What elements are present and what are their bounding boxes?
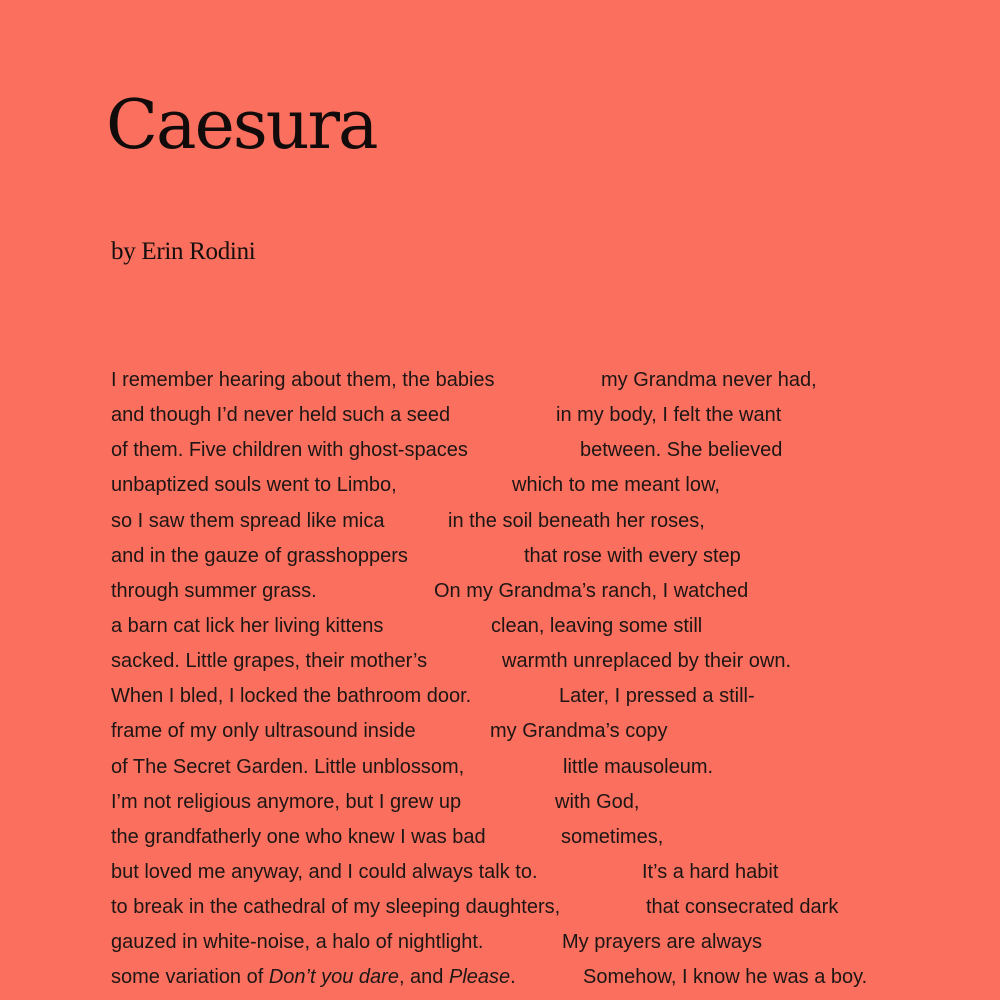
- poem-line: [111, 433, 991, 468]
- poem-line-first-half: through summer grass.: [111, 579, 317, 602]
- poem-line: [111, 960, 991, 995]
- poem-line-second-half: in the soil beneath her roses,: [448, 509, 705, 532]
- poem-line-first-half: frame of my only ultrasound inside: [111, 720, 416, 743]
- poem-line-first-half: and though I’d never held such a seed: [111, 404, 451, 427]
- poem-line-first-half: When I bled, I locked the bathroom door.: [111, 685, 472, 708]
- poem-text-run: , and: [398, 966, 449, 989]
- poem-body: [111, 363, 991, 996]
- poem-line-first-half: the grandfatherly one who knew I was bad: [111, 825, 486, 848]
- poem-line: [111, 504, 991, 539]
- poem-line-first-half: sacked. Little grapes, their mother’s: [111, 650, 428, 673]
- poem-text-run-italic: Please: [448, 966, 511, 989]
- poem-line-first-half: unbaptized souls went to Limbo,: [111, 474, 397, 497]
- poem-line: [111, 539, 991, 574]
- poem-line-second-half: which to me meant low,: [512, 474, 720, 497]
- poem-line-second-half: with God,: [555, 790, 640, 813]
- poem-line-first-half: so I saw them spread like mica: [111, 509, 385, 532]
- poem-line-second-half: It’s a hard habit: [642, 860, 779, 883]
- poem-line-second-half: On my Grandma’s ranch, I watched: [434, 579, 749, 602]
- poem-line-second-half: sometimes,: [561, 825, 664, 848]
- poem-line-first-half: but loved me anyway, and I could always talk to.: [111, 860, 538, 883]
- poem-line-first-half: to break in the cathedral of my sleeping daughters,: [111, 896, 561, 919]
- poem-line: [111, 820, 991, 855]
- poem-line-first-half: a barn cat lick her living kittens: [111, 614, 384, 637]
- poem-line-second-half: in my body, I felt the want: [556, 404, 782, 427]
- poem-text-run: .: [510, 966, 516, 989]
- poem-text-run: some variation of: [111, 966, 269, 989]
- poem-line: [111, 750, 991, 785]
- poem-line: [111, 855, 991, 890]
- poem-line: [111, 890, 991, 925]
- poem-line-second-half: my Grandma never had,: [601, 369, 817, 391]
- poem-title: Caesura: [106, 86, 377, 165]
- poem-line: [111, 644, 991, 679]
- poem-line: [111, 609, 991, 644]
- poem-line: [111, 363, 991, 398]
- poem-line: [111, 925, 991, 960]
- poem-line-second-half: that consecrated dark: [646, 896, 839, 919]
- poem-text-run-italic: Don’t you dare: [268, 966, 399, 989]
- poem-line: [111, 785, 991, 820]
- poem-line: [111, 398, 991, 433]
- poem-line-second-half: little mausoleum.: [563, 755, 714, 778]
- poem-line-first-half: and in the gauze of grasshoppers: [111, 544, 408, 567]
- poem-line-second-half: Somehow, I know he was a boy.: [583, 966, 868, 989]
- poem-line-second-half: clean, leaving some still: [491, 614, 703, 637]
- poem-line-second-half: warmth unreplaced by their own.: [502, 650, 792, 673]
- poem-line: [111, 468, 991, 503]
- poem-line-first-half: of them. Five children with ghost-spaces: [111, 439, 468, 462]
- poem-line-second-half: between. She believed: [580, 439, 783, 462]
- poem-line-second-half: that rose with every step: [524, 544, 741, 567]
- poem-line-first-half: of The Secret Garden. Little unblossom,: [111, 755, 465, 778]
- poem-line: [111, 574, 991, 609]
- poem-line-first-half: I’m not religious anymore, but I grew up: [111, 790, 462, 813]
- poem-line-second-half: My prayers are always: [562, 931, 763, 954]
- poem-line-second-half: my Grandma’s copy: [490, 720, 668, 743]
- poem-line-first-half: [111, 960, 516, 995]
- poem-byline: by Erin Rodini: [111, 238, 256, 265]
- poem-line-second-half: Later, I pressed a still-: [559, 685, 755, 708]
- poem-line-first-half: gauzed in white-noise, a halo of nightlight.: [111, 931, 484, 954]
- poem-line: [111, 714, 991, 749]
- poem-line-first-half: I remember hearing about them, the babies: [111, 369, 495, 391]
- poem-line: [111, 679, 991, 714]
